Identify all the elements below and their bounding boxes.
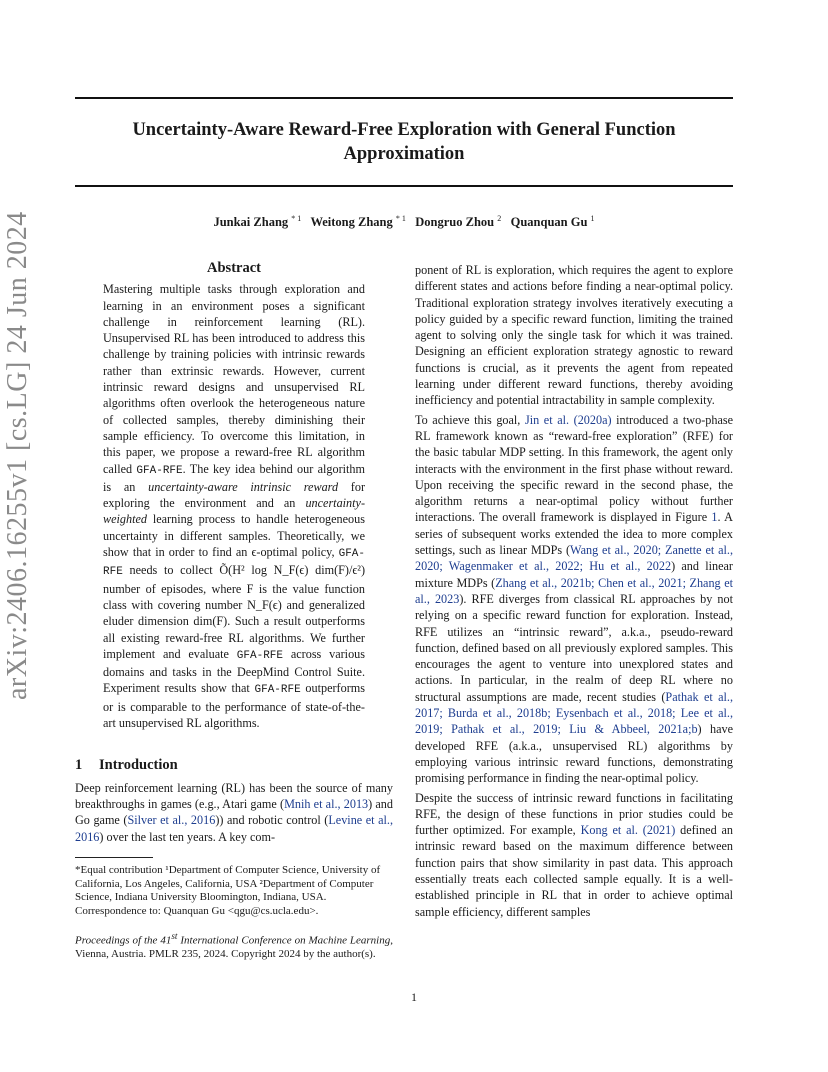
section-number: 1 — [75, 757, 83, 774]
author-name: Weitong Zhang — [310, 215, 393, 230]
paper-title — [75, 118, 733, 166]
page-number: 1 — [411, 990, 417, 1004]
body-paragraph: ponent of RL is exploration, which requires the agent to explore different states and actions before finding a near-optimal policy. Traditional exploration strategy involves iteratively executing a policy guided by a specific reward function, limiting the trained agent to solving only the single task for which it was trained. Designing an efficient exploration strategy agnostic to reward functions is crucial, as it prevents the agent from repeated learning under different reward functions, thereby avoiding inefficiency and potential intractability in sample complexity. — [415, 263, 733, 408]
section-title: Introduction — [99, 757, 178, 774]
citation-link[interactable]: Jin et al. (2020a) — [524, 412, 612, 427]
algorithm-name: GFA-RFE — [136, 464, 183, 477]
citation-link[interactable]: Zhang et al., 2021b; Chen et al., 2021; Zhang et al., 2023 — [415, 575, 733, 606]
author-name: Quanquan Gu — [510, 215, 588, 230]
left-column — [75, 260, 393, 845]
bottom-rule — [75, 185, 733, 187]
body-paragraph: To achieve this goal, Jin et al. (2020a) introduced a two-phase RL framework known as “reward-free exploration” (RFE) for the basic tabular MDP setting. In this framework, the agent only interacts with the environment in the first phase without reward. Upon receiving the specific reward in the second phase, the algorithm returns a near-optimal policy without further interactions. The overall framework is displayed in Figure 1. A series of subsequent works extended the idea to more complex settings, such as linear MDPs (Wang et al., 2020; Zanette et al., 2020; Wagenmaker et al., 2022; Hu et al., 2022) and linear mixture MDPs (Zhang et al., 2021b; Chen et al., 2021; Zhang et al., 2023). RFE diverges from classical RL approaches by not relying on a specific reward function for exploration. Instead, RFE utilizes an “intrinsic reward”, a.k.a., pseudo-reward function, defined based on all previously explored samples. This encourages the agent to venture into unexplored states and actions. In particular, in the realm of deep RL where no structural assumptions are made, recent studies (Pathak et al., 2017; Burda et al., 2018b; Eysenbach et al., 2018; Lee et al., 2019; Pathak et al., 2019; Liu & Abbeel, 2021a;b) have developed RFE (a.k.a., unsupervised RL) algorithms by employing various intrinsic reward functions, demonstrating promising performance in finding the near-optimal policy. — [415, 412, 734, 786]
author-mark: 1 — [590, 214, 595, 223]
title-line-2: Approximation — [343, 144, 465, 164]
citation-link[interactable]: Pathak et al., 2017; Burda et al., 2018b; Eysenbach et al., 2018; Lee et al., 2019; Pathak et al., 2019; Liu & Abbeel, 2021a;b — [415, 689, 733, 737]
top-rule — [75, 97, 733, 99]
citation-link[interactable]: Wang et al., 2020; Zanette et al., 2020; Wagenmaker et al., 2022; Hu et al., 2022 — [415, 543, 733, 574]
citation-link[interactable]: Kong et al. (2021) — [580, 823, 676, 838]
author-list — [75, 214, 733, 230]
proceedings-note: Proceedings of the 41st International Conference on Machine Learning, Vienna, Austria. PMLR 235, 2024. Copyright 2024 by the author(s). — [75, 931, 393, 961]
author-name: Junkai Zhang — [213, 215, 289, 230]
body-paragraph: Despite the success of intrinsic reward functions in facilitating RFE, the design of these functions in prior studies could be further optimized. For example, Kong et al. (2021) defined an intrinsic reward based on the maximum difference between function pairs that show similarity in past data. This approach essentially treats each collected sample equally. It is a well-established principle in RL that in order to achieve optimal sample efficiency, different samples — [415, 790, 734, 919]
section-heading — [75, 757, 393, 773]
citation-link[interactable]: Silver et al., 2016 — [127, 813, 216, 828]
author-mark: * 1 — [395, 214, 406, 223]
author-mark: * 1 — [291, 214, 302, 223]
footnote-rule — [75, 857, 153, 858]
abstract-heading: Abstract — [207, 260, 261, 276]
abstract-text: Mastering multiple tasks through exploration and learning in an environment poses a significant challenge in reinforcement learning (RL). Unsupervised RL has been introduced to address this challenge by training policies with intrinsic rewards rather than extrinsic rewards. However, current intrinsic reward designs and unsupervised RL algorithms often overlook the heterogeneous nature of collected samples, thereby diminishing their sample efficiency. To overcome this limitation, in this paper, we propose a reward-free RL algorithm called GFA-RFE. The key idea behind our algorithm is an uncertainty-aware intrinsic reward for exploring the environment and an uncertainty-weighted learning process to handle heterogeneous uncertainty in different samples. Theoretically, we show that in order to find an ϵ-optimal policy, GFA-RFE needs to collect Õ(H² log N_F(ϵ) dim(F)/ϵ²) number of episodes, where F is the value function class with covering number N_F(ϵ) and generalized eluder dimension dim(F). Such a result outperforms all existing reward-free RL algorithms. We further implement and evaluate GFA-RFE across various domains and tasks in the DeepMind Control Suite. Experiment results show that GFA-RFE outperforms or is comparable to the performance of state-of-the-art unsupervised RL algorithms. — [103, 282, 366, 731]
footnote-text: *Equal contribution ¹Department of Computer Science, University of California, Los Angeles, California, USA ²Department of Computer Science, Indiana University Bloomington, Indiana, USA. Correspondence to: Quanquan Gu <qgu@cs.ucla.edu>. — [75, 864, 381, 917]
right-column — [415, 262, 733, 920]
figure-link[interactable]: 1 — [711, 510, 718, 525]
author-name: Dongruo Zhou — [415, 215, 495, 230]
arxiv-stamp: arXiv:2406.16255v1 [cs.LG] 24 Jun 2024 — [2, 211, 33, 700]
intro-paragraph: Deep reinforcement learning (RL) has been the source of many breakthroughs in games (e.g., Atari game (Mnih et al., 2013) and Go game (Silver et al., 2016)) and robotic control (Levine et al., 2016) over the last ten years. A key com- — [75, 780, 393, 844]
author-mark: 2 — [497, 214, 502, 223]
citation-link[interactable]: Levine et al., 2016 — [75, 813, 393, 844]
citation-link[interactable]: Mnih et al., 2013 — [284, 796, 369, 811]
footnote — [75, 857, 393, 918]
title-line-1: Uncertainty-Aware Reward-Free Exploration with General Function — [132, 120, 676, 140]
